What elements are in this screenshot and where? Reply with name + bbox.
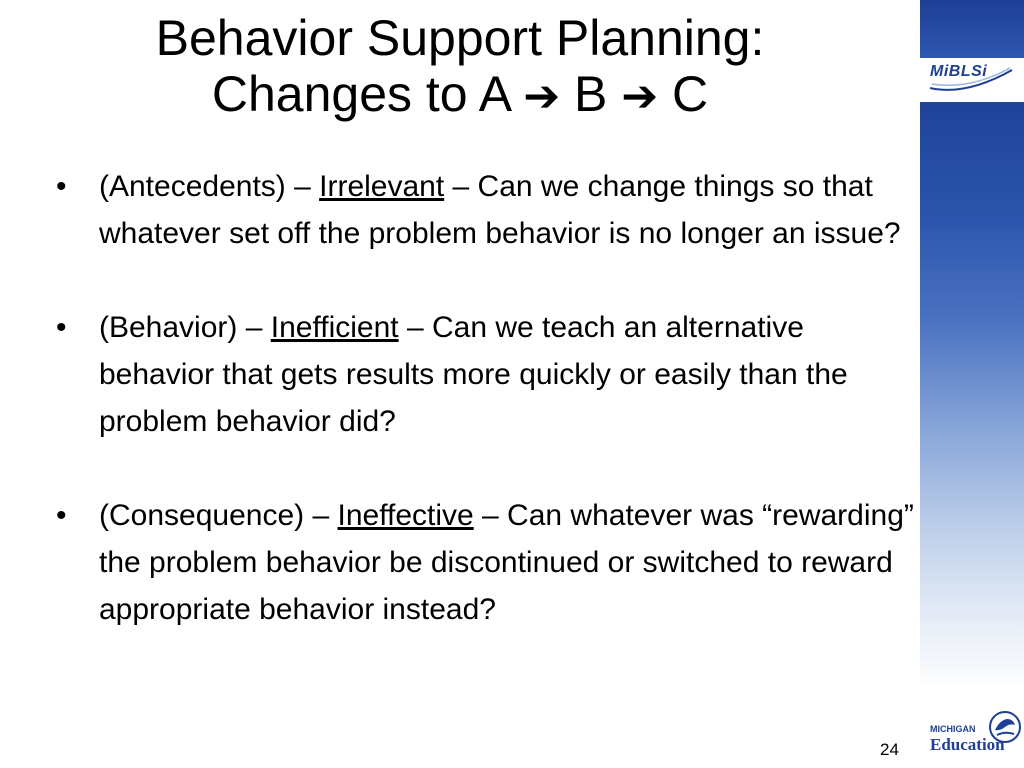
- education-label: Education: [930, 735, 1005, 754]
- bullet-text: – Can we change things so that whatever set off the problem behavior is no longer an issue?: [99, 170, 901, 250]
- side-gradient: [920, 102, 1024, 692]
- bullet-prefix: (Antecedents) –: [99, 170, 320, 203]
- page-number: 24: [880, 740, 899, 759]
- title-line-1: Behavior Support Planning:: [155, 10, 765, 66]
- title-segment-c: C: [658, 66, 709, 122]
- title-segment-a: Changes to A: [211, 66, 524, 122]
- bullet-text: – Can whatever was “rewarding” the problem behavior be discontinued or switched to reward appropriate behavior instead?: [99, 499, 914, 626]
- bullet-text: – Can we teach an alternative behavior that gets results more quickly or easily than the problem behavior did?: [99, 311, 848, 438]
- bullet-behavior: [56, 304, 916, 445]
- arrow-right-icon: ➔: [523, 71, 561, 122]
- michigan-label: MICHIGAN: [930, 724, 976, 734]
- bullet-term: Irrelevant: [319, 170, 445, 203]
- bullet-antecedents: [56, 163, 916, 257]
- bullet-list: [56, 163, 916, 633]
- arrow-right-icon: ➔: [621, 71, 659, 122]
- title-line-2: [0, 66, 920, 125]
- bullet-icon: •: [56, 499, 67, 532]
- bullet-icon: •: [56, 311, 67, 344]
- bullet-icon: •: [56, 170, 67, 203]
- bullet-term: Ineffective: [337, 499, 474, 532]
- side-top-band: [920, 0, 1024, 58]
- bullet-term: Inefficient: [270, 311, 399, 344]
- bullet-consequence: [56, 492, 916, 633]
- title-segment-b: B: [560, 66, 622, 122]
- bullet-prefix: (Consequence) –: [99, 499, 338, 532]
- slide-title: [0, 10, 920, 125]
- side-banner: [920, 0, 1024, 768]
- michigan-education-logo: [930, 708, 1024, 764]
- mibls-logo: MiBLSi: [930, 63, 988, 80]
- bullet-prefix: (Behavior) –: [99, 311, 271, 344]
- side-logo-band: [920, 58, 1024, 102]
